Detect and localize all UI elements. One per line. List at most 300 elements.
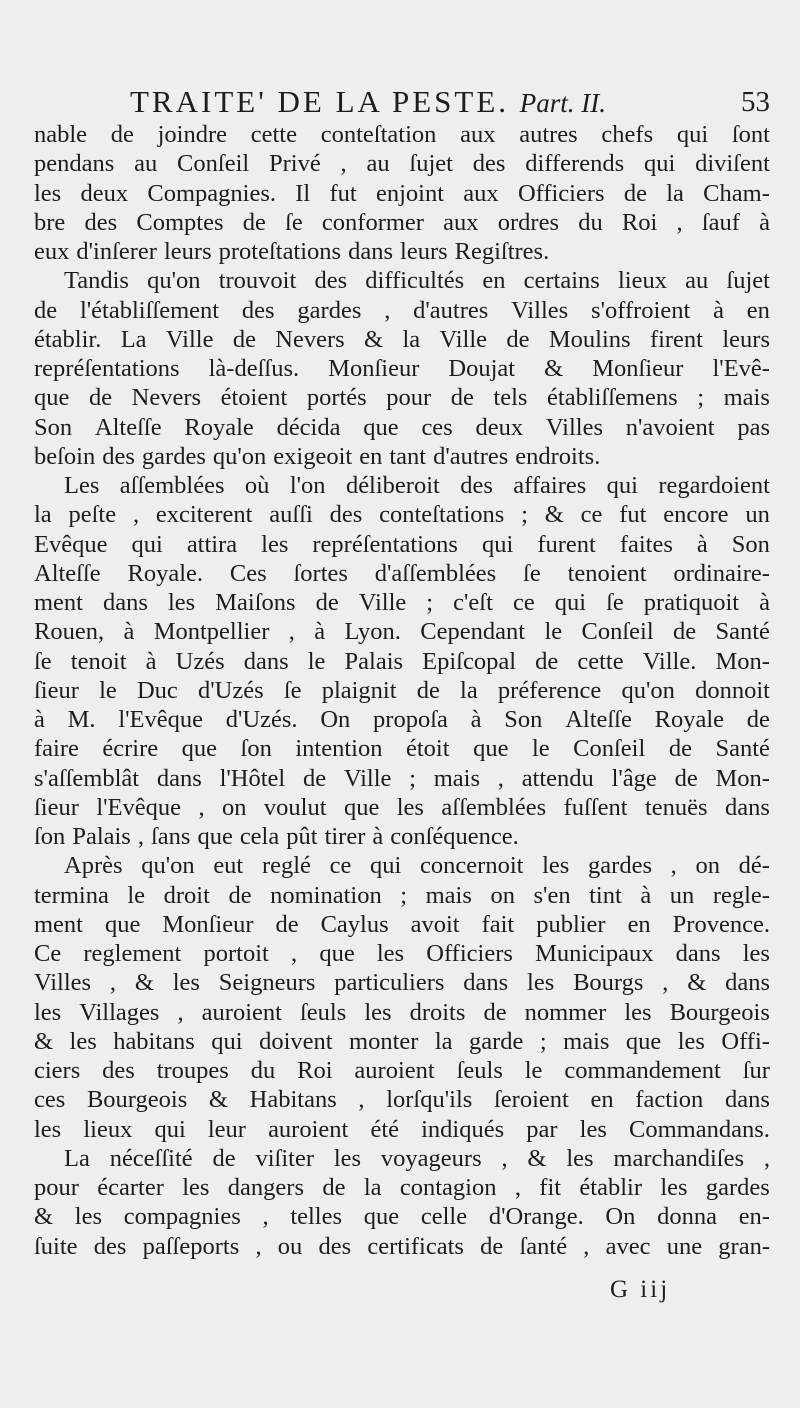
word: portés bbox=[306, 384, 367, 412]
word: proteſtations bbox=[218, 238, 342, 265]
word: des bbox=[84, 208, 118, 236]
word: Alteſſe bbox=[94, 413, 162, 441]
text-line bbox=[34, 383, 770, 412]
word: Bourgeois bbox=[669, 998, 770, 1026]
word: les bbox=[34, 998, 62, 1026]
word: le bbox=[307, 647, 326, 675]
word: en bbox=[627, 910, 651, 938]
word: par bbox=[526, 1115, 558, 1143]
word: d'Orange. bbox=[488, 1203, 584, 1231]
word: cela bbox=[239, 823, 280, 850]
word: Après bbox=[64, 852, 123, 880]
word: dans bbox=[725, 969, 770, 997]
word: des bbox=[93, 1232, 127, 1260]
word: on bbox=[695, 852, 720, 880]
word: ſe bbox=[34, 647, 52, 675]
word: qu'on bbox=[212, 442, 267, 470]
word: Provence. bbox=[672, 910, 770, 938]
word: tant bbox=[389, 442, 427, 470]
text-line bbox=[34, 530, 770, 559]
word: que bbox=[104, 910, 141, 938]
word: Monſieur bbox=[592, 355, 684, 382]
word: Officiers bbox=[517, 179, 605, 207]
part-label: Part. II. bbox=[519, 88, 606, 118]
text-line bbox=[34, 471, 770, 500]
text-line bbox=[34, 1144, 770, 1173]
word: troupes bbox=[156, 1057, 229, 1084]
word: differends bbox=[525, 150, 625, 178]
word: , bbox=[255, 1232, 262, 1260]
word: aux bbox=[460, 121, 496, 148]
word: , bbox=[288, 618, 295, 646]
word: deux bbox=[475, 413, 524, 441]
text-line bbox=[34, 149, 770, 178]
word: les bbox=[34, 179, 62, 207]
word: encore bbox=[663, 501, 729, 529]
word: conſéquence. bbox=[390, 823, 519, 850]
word: tenoient bbox=[567, 559, 647, 587]
page-header bbox=[130, 84, 770, 124]
word: l'Evêque bbox=[118, 706, 204, 733]
word: à bbox=[696, 530, 708, 558]
word: droit bbox=[163, 881, 210, 909]
word: décida bbox=[276, 413, 341, 441]
word: lieux bbox=[617, 267, 667, 295]
word: à bbox=[145, 647, 157, 675]
word: qui bbox=[606, 472, 638, 499]
word: tint bbox=[589, 881, 622, 909]
text-line bbox=[34, 968, 770, 997]
word: de bbox=[88, 384, 113, 412]
word: Alteſſe bbox=[34, 559, 101, 587]
word: , bbox=[198, 793, 205, 821]
text-line bbox=[34, 1232, 770, 1261]
word: nomination bbox=[270, 881, 382, 909]
word: , bbox=[132, 501, 140, 529]
word: La bbox=[120, 325, 147, 353]
word: fait bbox=[481, 910, 515, 938]
word: Lyon. bbox=[344, 618, 401, 646]
word: ; bbox=[697, 384, 705, 412]
word: en bbox=[590, 1086, 614, 1114]
word: à bbox=[759, 208, 770, 236]
word: nable bbox=[34, 121, 88, 148]
word: mais bbox=[563, 1027, 610, 1055]
word: préference bbox=[497, 676, 602, 704]
word: ſauf bbox=[701, 208, 740, 236]
word: voyageurs bbox=[380, 1144, 482, 1172]
word: concernoit bbox=[420, 852, 524, 880]
text-line bbox=[34, 851, 770, 880]
word: ſeuls bbox=[300, 998, 347, 1026]
word: furent bbox=[537, 530, 596, 558]
word: où bbox=[244, 472, 270, 499]
word: ſieur bbox=[34, 793, 79, 821]
word: qui bbox=[481, 530, 514, 558]
word: qui bbox=[154, 1115, 186, 1143]
word: un bbox=[745, 501, 770, 529]
word: mais bbox=[433, 764, 481, 792]
word: des bbox=[460, 472, 493, 499]
text-line bbox=[34, 734, 770, 763]
body-text bbox=[34, 120, 770, 1261]
word: que bbox=[363, 413, 399, 441]
word: ordinaire- bbox=[673, 559, 770, 587]
word: faites bbox=[619, 530, 673, 558]
word: dans bbox=[675, 940, 721, 967]
word: auroient bbox=[201, 998, 282, 1026]
word: de bbox=[315, 589, 339, 616]
word: avoit bbox=[410, 910, 460, 938]
text-line bbox=[34, 237, 770, 266]
word: néceſſité bbox=[109, 1144, 193, 1172]
word: ment bbox=[34, 910, 83, 938]
word: les bbox=[74, 1203, 102, 1231]
word: dans bbox=[156, 764, 202, 792]
word: d'aſſemblées bbox=[374, 559, 497, 587]
text-line bbox=[34, 296, 770, 325]
word: d'inſerer bbox=[76, 238, 157, 265]
word: aſſemblées bbox=[441, 793, 547, 821]
word: ordres bbox=[497, 208, 559, 236]
text-line bbox=[34, 500, 770, 529]
word: ; bbox=[539, 1027, 547, 1055]
word: les bbox=[182, 1174, 210, 1201]
text-line bbox=[34, 676, 770, 705]
word: doivent bbox=[259, 1027, 333, 1055]
word: Les bbox=[64, 472, 100, 499]
text-line bbox=[34, 822, 770, 851]
word: pas bbox=[737, 413, 770, 441]
word: écrire bbox=[102, 735, 159, 763]
word: aux bbox=[443, 208, 479, 236]
text-line bbox=[34, 266, 770, 295]
word: que bbox=[319, 940, 355, 967]
word: faire bbox=[34, 735, 79, 763]
word: reglé bbox=[261, 852, 311, 880]
word: ſieur bbox=[34, 676, 79, 704]
word: à bbox=[640, 881, 652, 909]
word: particuliers bbox=[334, 969, 445, 997]
word: des bbox=[102, 1057, 135, 1084]
word: au bbox=[366, 150, 390, 178]
word: Mon- bbox=[715, 764, 770, 792]
word: ſe bbox=[285, 208, 303, 236]
word: indiqués bbox=[421, 1115, 505, 1143]
word: contagion bbox=[399, 1174, 497, 1201]
word: gardes bbox=[141, 442, 206, 470]
word: là-deſſus. bbox=[208, 355, 300, 382]
word: des bbox=[314, 267, 348, 295]
word: , bbox=[662, 969, 669, 997]
text-line bbox=[34, 179, 770, 208]
word: Maiſons bbox=[215, 589, 296, 616]
word: Nevers bbox=[275, 325, 345, 353]
word: en bbox=[359, 442, 383, 470]
word: dans bbox=[243, 647, 289, 675]
text-line bbox=[34, 588, 770, 617]
word: Officiers bbox=[426, 940, 513, 967]
text-line bbox=[34, 764, 770, 793]
word: des bbox=[241, 296, 275, 324]
word: mais bbox=[425, 881, 472, 909]
word: dans bbox=[463, 969, 509, 997]
word: on bbox=[221, 793, 247, 821]
word: ſujet bbox=[726, 267, 770, 295]
word: le bbox=[127, 881, 146, 909]
word: donna bbox=[657, 1203, 717, 1231]
word: pût bbox=[286, 823, 318, 850]
word: garde bbox=[469, 1027, 524, 1055]
word: , bbox=[501, 1144, 508, 1172]
word: Alteſſe bbox=[565, 706, 632, 733]
word: tels bbox=[493, 384, 528, 412]
text-line bbox=[34, 617, 770, 646]
text-line bbox=[34, 705, 770, 734]
word: attendu bbox=[521, 764, 594, 792]
word: Regiſtres. bbox=[454, 238, 550, 265]
word: Comptes bbox=[136, 208, 224, 236]
word: Duc bbox=[136, 676, 178, 704]
word: Nevers bbox=[131, 384, 202, 412]
word: Son bbox=[504, 706, 543, 733]
word: pratiquoit bbox=[643, 589, 740, 616]
word: autres bbox=[519, 121, 578, 148]
word: Uzés bbox=[175, 647, 225, 675]
word: & bbox=[34, 1027, 54, 1055]
word: les bbox=[527, 969, 555, 997]
word: Ville bbox=[165, 325, 214, 353]
word: Royale bbox=[184, 413, 254, 441]
text-line bbox=[34, 998, 770, 1027]
word: qui bbox=[676, 121, 709, 148]
word: de bbox=[672, 618, 697, 646]
word: les bbox=[376, 940, 405, 967]
word: pendans bbox=[34, 150, 115, 178]
word: ſe bbox=[283, 676, 302, 704]
word: , bbox=[177, 998, 184, 1026]
word: d'autres bbox=[413, 296, 489, 324]
word: de bbox=[232, 325, 256, 353]
text-line bbox=[34, 793, 770, 822]
word: les bbox=[579, 1115, 607, 1143]
word: plaignit bbox=[321, 676, 397, 704]
word: ſans bbox=[150, 823, 191, 850]
word: fut bbox=[619, 501, 647, 529]
word: l'âge bbox=[611, 764, 657, 792]
word: enjoint bbox=[375, 179, 445, 207]
text-line bbox=[34, 442, 770, 471]
word: M. bbox=[67, 706, 96, 733]
word: donnoit bbox=[695, 676, 770, 704]
word: des bbox=[472, 150, 506, 178]
word: l'établiſſement bbox=[79, 296, 220, 324]
word: endroits. bbox=[515, 442, 601, 470]
word: gardes bbox=[297, 296, 362, 324]
word: d'Uzés bbox=[197, 676, 264, 704]
word: dans bbox=[724, 793, 770, 821]
word: de bbox=[212, 1144, 236, 1172]
word: eux bbox=[34, 238, 70, 265]
word: faction bbox=[635, 1086, 704, 1114]
word: fuſſent bbox=[563, 793, 628, 821]
word: joindre bbox=[157, 121, 228, 148]
word: ſe bbox=[606, 589, 624, 616]
word: repréſentations bbox=[34, 355, 180, 382]
word: La bbox=[64, 1144, 90, 1172]
word: en- bbox=[738, 1203, 770, 1231]
word: le bbox=[531, 735, 550, 763]
word: étoit bbox=[406, 735, 450, 763]
word: auſſi bbox=[269, 501, 313, 529]
word: Monſieur bbox=[328, 355, 420, 382]
word: à bbox=[123, 618, 135, 646]
word: certificats bbox=[367, 1232, 464, 1260]
word: Conſeil bbox=[573, 735, 646, 763]
word: , bbox=[291, 940, 298, 967]
word: l'on bbox=[289, 472, 326, 499]
word: de bbox=[668, 735, 692, 763]
word: & bbox=[544, 355, 564, 382]
text-line bbox=[34, 413, 770, 442]
word: tenuës bbox=[644, 793, 708, 821]
word: que bbox=[197, 823, 233, 850]
word: Doujat bbox=[448, 355, 516, 382]
word: eut bbox=[213, 852, 244, 880]
word: Royale. bbox=[127, 559, 204, 587]
word: viſiter bbox=[255, 1144, 314, 1172]
word: Montpellier bbox=[153, 618, 270, 646]
word: du bbox=[250, 1057, 276, 1084]
word: fit bbox=[539, 1174, 562, 1201]
word: attira bbox=[186, 530, 238, 558]
word: Ville bbox=[343, 764, 392, 792]
word: d'autres bbox=[433, 442, 509, 470]
word: qui bbox=[643, 150, 676, 178]
word: publier bbox=[536, 910, 606, 938]
word: ſeroient bbox=[493, 1086, 569, 1114]
word: le bbox=[544, 618, 563, 646]
word: & bbox=[687, 969, 707, 997]
signature-mark: G iij bbox=[610, 1276, 671, 1303]
word: les bbox=[69, 1027, 97, 1055]
word: ce bbox=[580, 501, 603, 529]
word: Cham- bbox=[703, 179, 770, 207]
word: , bbox=[676, 208, 683, 236]
word: ſujet bbox=[409, 150, 453, 178]
word: Conſeil bbox=[581, 618, 654, 646]
word: de bbox=[535, 647, 559, 675]
word: lieux bbox=[83, 1115, 133, 1143]
word: ce bbox=[329, 852, 352, 880]
word: propoſa bbox=[373, 706, 448, 733]
word: que bbox=[625, 1027, 662, 1055]
word: des bbox=[318, 1232, 352, 1260]
word: ſon bbox=[240, 735, 272, 763]
word: , bbox=[670, 852, 677, 880]
word: de bbox=[480, 1232, 504, 1260]
word: nommer bbox=[524, 998, 607, 1026]
word: portoit bbox=[203, 940, 269, 967]
word: Caylus bbox=[320, 910, 389, 938]
word: regardoient bbox=[658, 472, 770, 499]
word: à bbox=[372, 823, 384, 850]
word: les bbox=[566, 1144, 594, 1172]
word: dé- bbox=[738, 852, 770, 880]
word: pour bbox=[386, 384, 432, 412]
word: droits bbox=[409, 998, 466, 1026]
word: pour bbox=[34, 1174, 79, 1201]
word: ; bbox=[521, 501, 528, 529]
word: fut bbox=[329, 179, 357, 207]
word: l'Evê- bbox=[712, 355, 770, 382]
word: affaires bbox=[513, 472, 587, 499]
word: Cependant bbox=[420, 618, 526, 646]
text-line bbox=[34, 881, 770, 910]
word: Evêque bbox=[34, 530, 108, 558]
word: du bbox=[578, 208, 603, 236]
word: c'eſt bbox=[453, 589, 493, 616]
word: conteſtations bbox=[379, 501, 505, 529]
text-line bbox=[34, 120, 770, 149]
word: Ville bbox=[358, 589, 407, 616]
word: Commandans. bbox=[629, 1115, 770, 1143]
word: trouvoit bbox=[218, 267, 297, 295]
word: des bbox=[102, 442, 135, 470]
word: Monſieur bbox=[162, 910, 254, 938]
word: conteſtation bbox=[320, 121, 437, 148]
word: Habitans bbox=[249, 1086, 337, 1114]
word: , bbox=[109, 969, 117, 997]
word: de bbox=[322, 1174, 346, 1201]
word: les bbox=[333, 1144, 362, 1172]
word: Son bbox=[731, 530, 770, 558]
word: dans bbox=[348, 238, 394, 265]
word: leurs bbox=[163, 238, 212, 265]
word: ; bbox=[409, 764, 416, 792]
text-line bbox=[34, 1173, 770, 1202]
word: Rouen, bbox=[34, 618, 105, 646]
word: conformer bbox=[321, 208, 424, 236]
word: de bbox=[746, 706, 770, 733]
word: de bbox=[275, 910, 299, 938]
word: regle- bbox=[712, 881, 770, 909]
page-number: 53 bbox=[741, 86, 770, 118]
word: les bbox=[624, 998, 652, 1026]
text-line bbox=[34, 1085, 770, 1114]
word: les bbox=[364, 998, 392, 1026]
word: que bbox=[34, 384, 70, 412]
word: chefs bbox=[601, 121, 654, 148]
word: la bbox=[34, 501, 52, 529]
word: leurs bbox=[400, 238, 448, 265]
text-line bbox=[34, 1202, 770, 1231]
word: établiſſemens bbox=[547, 384, 678, 412]
word: ce bbox=[512, 589, 535, 616]
word: Villes bbox=[34, 969, 92, 997]
word: , bbox=[358, 1086, 365, 1114]
word: ſortes bbox=[293, 559, 348, 587]
word: la bbox=[434, 1027, 453, 1055]
word: & bbox=[544, 501, 564, 529]
word: la bbox=[666, 179, 684, 207]
word: ſe bbox=[523, 559, 541, 587]
word: deux bbox=[80, 179, 129, 207]
word: Ces bbox=[229, 559, 267, 587]
running-title-text: TRAITE' DE LA PESTE. bbox=[130, 84, 510, 119]
word: qu'on bbox=[147, 267, 201, 295]
word: étoient bbox=[220, 384, 288, 412]
